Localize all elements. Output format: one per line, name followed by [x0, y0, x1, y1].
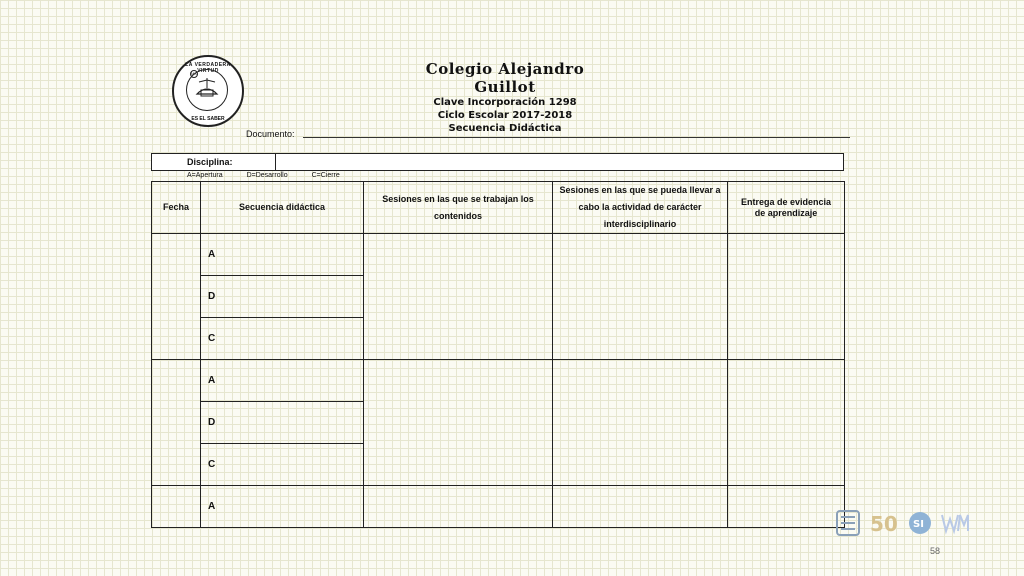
fecha-cell[interactable] — [152, 234, 201, 360]
table-row — [152, 360, 845, 402]
clave-incorporacion: Clave Incorporación 1298 — [433, 97, 577, 108]
disciplina-table — [151, 153, 844, 171]
wm-logo — [940, 509, 970, 537]
evidencia-cell[interactable] — [728, 486, 845, 528]
evidencia-cell[interactable] — [728, 234, 845, 360]
secuencia-cell[interactable]: D — [201, 276, 364, 318]
page-number: 58 — [930, 546, 941, 556]
col-secuencia: Secuencia didáctica — [201, 182, 364, 234]
secuencia-cell[interactable]: A — [201, 486, 364, 528]
secuencia-cell[interactable]: A — [201, 234, 364, 276]
secuencia-cell[interactable]: D — [201, 402, 364, 444]
svg-text:50: 50 — [870, 512, 898, 536]
interdisciplinario-cell[interactable] — [553, 360, 728, 486]
secuencia-cell[interactable]: C — [201, 444, 364, 486]
documento-label: Documento: — [246, 129, 295, 139]
col-fecha: Fecha — [152, 182, 201, 234]
secuencia-table — [151, 181, 845, 528]
logo-motto-bottom: ES EL SABER — [191, 116, 225, 122]
evidencia-cell[interactable] — [728, 360, 845, 486]
secuencia-cell[interactable]: A — [201, 360, 364, 402]
50-anniversary-logo — [868, 509, 904, 537]
logo-badge: MX — [191, 71, 197, 76]
interdisciplinario-cell[interactable] — [553, 486, 728, 528]
school-logo — [172, 55, 244, 127]
unam-seal-icon — [835, 509, 861, 537]
secuencia-cell[interactable]: C — [201, 318, 364, 360]
disciplina-field[interactable] — [276, 154, 844, 171]
col-evidencia: Entrega de evidencia de aprendizaje — [728, 182, 845, 234]
table-header-row — [152, 182, 845, 234]
logo-crest — [186, 69, 228, 111]
disciplina-label: Disciplina: — [152, 154, 276, 171]
school-name: Colegio Alejandro Guillot — [425, 60, 585, 96]
logo-motto-top: LA VERDADERA VIRTUD — [185, 62, 231, 74]
header-block — [400, 60, 610, 135]
si-logo — [906, 509, 934, 537]
col-sesiones-contenidos: Sesiones en las que se trabajan los contenidos — [364, 182, 553, 234]
legend-apertura: A=Apertura — [187, 172, 223, 179]
interdisciplinario-cell[interactable] — [553, 234, 728, 360]
contenidos-cell[interactable] — [364, 360, 553, 486]
document-type: Secuencia Didáctica — [448, 123, 562, 134]
contenidos-cell[interactable] — [364, 486, 553, 528]
contenidos-cell[interactable] — [364, 234, 553, 360]
svg-text:SI: SI — [913, 519, 924, 530]
legend-cierre: C=Cierre — [311, 172, 340, 179]
documento-field[interactable] — [303, 137, 850, 138]
col-sesiones-interdisciplinario: Sesiones en las que se pueda llevar a cabo la actividad de carácter interdisciplinario — [553, 182, 728, 234]
legend-desarrollo: D=Desarrollo — [246, 172, 288, 179]
table-row — [152, 234, 845, 276]
fecha-cell[interactable] — [152, 486, 201, 528]
ciclo-escolar: Ciclo Escolar 2017-2018 — [437, 110, 573, 121]
fecha-cell[interactable] — [152, 360, 201, 486]
legend — [187, 172, 362, 179]
table-row — [152, 486, 845, 528]
